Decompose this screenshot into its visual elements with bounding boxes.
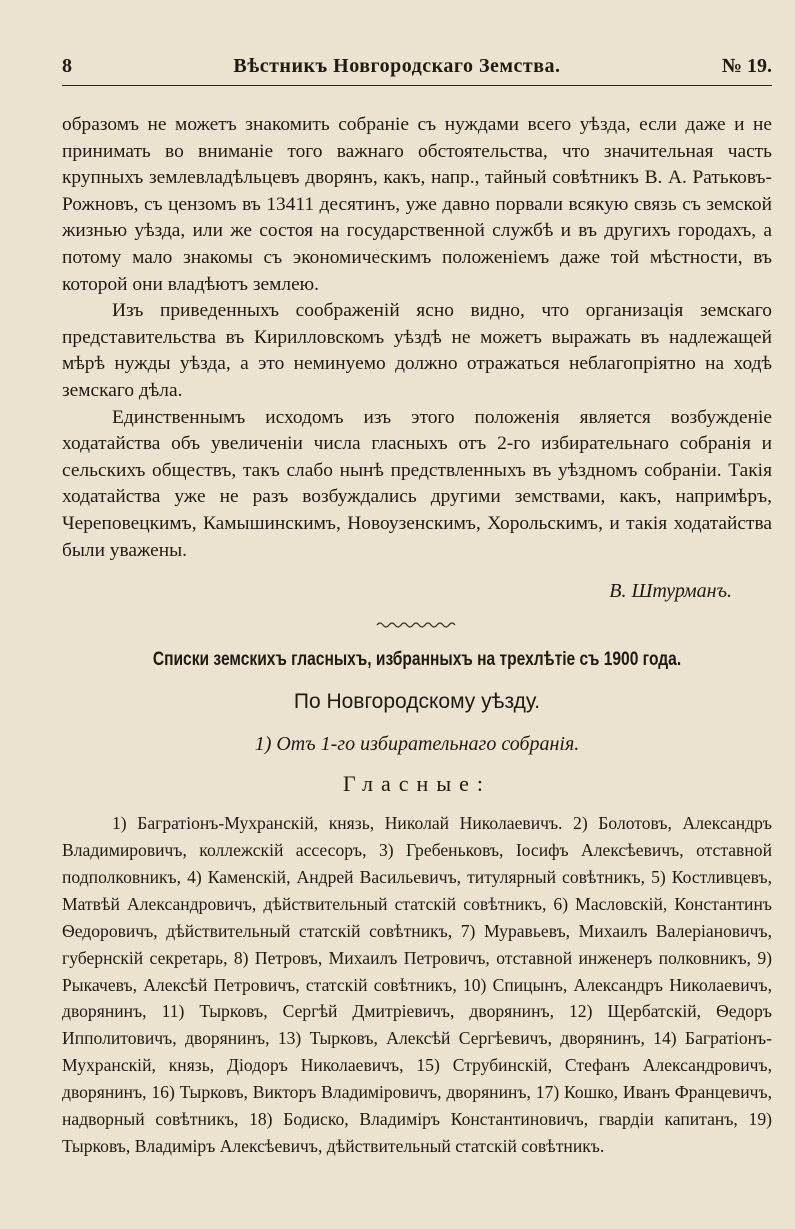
document-page (62, 55, 772, 1160)
paragraph-1: образомъ не можетъ знакомить собраніе съ нуждами всего уѣзда, если даже и не принимать во вниманіе того важнаго обстоятельства, что значительная часть крупныхъ землевладѣльцевъ дворянъ, какъ, напр., тайный совѣтникъ В. А. Ратьковъ-Рожновъ, съ цензомъ въ 13411 десятинъ, уже давно порвали всякую связь съ земской жизнью уѣзда, или же состоя на государственной службѣ и въ другихъ городахъ, а потому мало знакомы съ экономическимъ положеніемъ даже той мѣстности, въ которой они владѣютъ землею. (62, 114, 772, 295)
paragraph-2: Изъ приведенныхъ соображеній ясно видно, что организація земскаго представительства въ Кирилловскомъ уѣздѣ не можетъ выражать въ надлежащей мѣрѣ нужды уѣзда, а это неминуемо должно отражаться неблагопріятно на ходѣ земскаго дѣла. (62, 300, 772, 401)
wavy-divider (62, 618, 772, 638)
district-heading: По Новгородскому уѣзду. (293, 690, 541, 714)
paragraph-3: Единственнымъ исходомъ изъ этого положенія является возбужденіе ходатайства объ увеличеніи числа гласныхъ отъ 2-го избирательнаго собранія и сельскихъ обществъ, такъ слабо нынѣ предствленныхъ въ уѣздномъ собраніи. Такія ходатайства уже не разъ возбуждались другими земствами, какъ, напримѣръ, Череповецкимъ, Камышинскимъ, Новоузенскимъ, Хорольскимъ, и такія ходатайства были уважены. (62, 406, 772, 561)
running-header (62, 55, 772, 83)
page-number: 8 (62, 55, 72, 77)
subsection-heading: 1) Отъ 1-го избирательнаго собранія. (254, 733, 580, 756)
list-heading: Гласные: (342, 771, 491, 797)
issue-number: № 19. (721, 55, 772, 77)
section-title: Списки земскихъ гласныхъ, избранныхъ на трехлѣтіе съ 1900 года. (152, 649, 682, 671)
wavy-divider-icon (375, 619, 459, 631)
deputies-list: 1) Багратіонъ-Мухранскій, князь, Николай Николаевичъ. 2) Болотовъ, Александръ Владимировичъ, коллежскій ассесоръ, 3) Гребеньковъ, Іосифъ Алексѣевичъ, отставной подполковникъ, 4) Каменскій, Андрей Васильевичъ, титулярный совѣтникъ, 5) Костливцевъ, Матвѣй Александровичъ, дѣйствительный статскій совѣтникъ, 6) Масловскій, Константинъ Ѳедоровичъ, дѣйствительный статскій совѣтникъ, 7) Муравьевъ, Михаилъ Валеріановичъ, губернскій секретарь, 8) Петровъ, Михаилъ Петровичъ, отставной инженеръ полковникъ, 9) Рыкачевъ, Алексѣй Петровичъ, статскій совѣтникъ, 10) Спицынъ, Александръ Николаевичъ, дворянинъ, 11) Тырковъ, Сергѣй Дмитріевичъ, дворянинъ, 12) Щербатскій, Ѳедоръ Ипполитовичъ, дворянинъ, 13) Тырковъ, Алексѣй Сергѣевичъ, дворянинъ, 14) Багратіонъ-Мухранскій, князь, Діодоръ Николаевичъ, 15) Струбинскій, Стефанъ Александровичъ, дворянинъ, 16) Тырковъ, Викторъ Владиміровичъ, дворянинъ, 17) Кошко, Иванъ Францевичъ, надворный совѣтникъ, 18) Бодиско, Владиміръ Константиновичъ, гвардіи капитанъ, 19) Тырковъ, Владиміръ Алексѣевичъ, дѣйствительный статскій совѣтникъ. (62, 813, 772, 1156)
journal-title: Вѣстникъ Новгородскаго Земства. (233, 55, 561, 77)
author-signature: В. Штурманъ. (609, 580, 732, 603)
header-rule (62, 85, 772, 86)
